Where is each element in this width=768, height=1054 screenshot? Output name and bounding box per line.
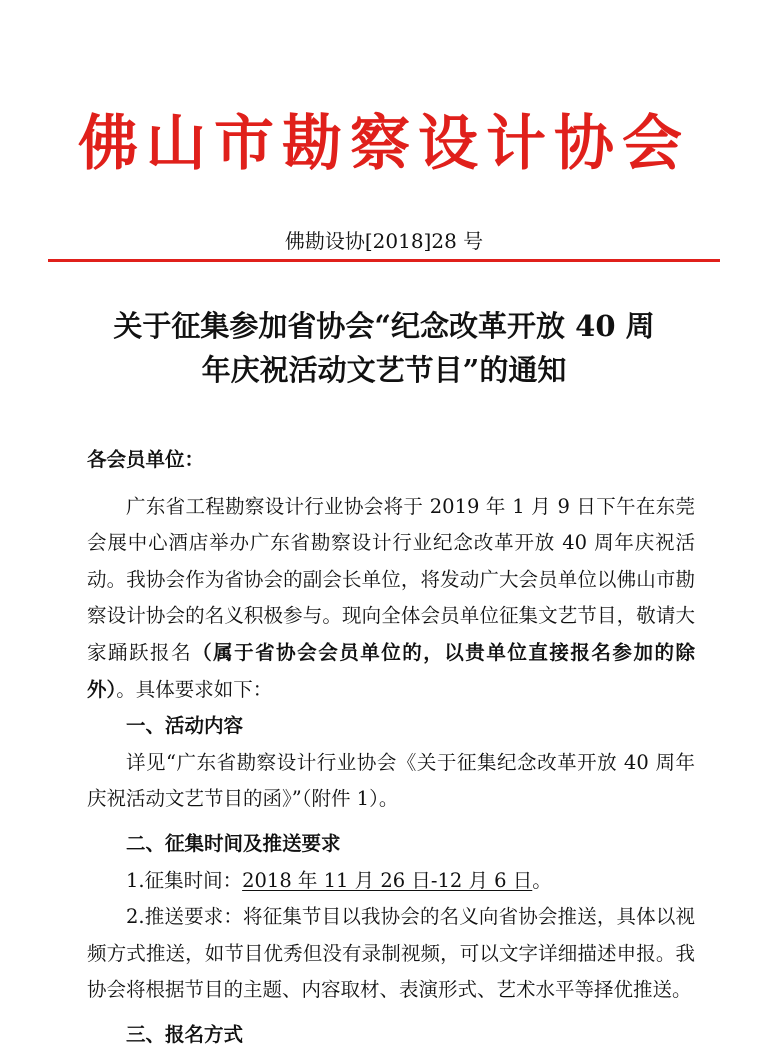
intro-bold-note: （属于省协会会员单位的，以贵单位直接报名参加的除外） (87, 640, 695, 701)
collection-time-end: 。 (532, 868, 552, 892)
red-rule-divider (48, 259, 720, 262)
collection-time-value: 2018 年 11 月 26 日-12 月 6 日 (242, 868, 533, 892)
title-line-2: 年庆祝活动文艺节目”的通知 (201, 353, 567, 387)
section-1-heading: 一、活动内容 (126, 714, 244, 738)
document-number: 佛勘设协[2018]28 号 (284, 229, 484, 253)
title-line-1: 关于征集参加省协会“纪念改革开放 40 周 (113, 309, 655, 343)
notice-title (60, 304, 708, 392)
section-3-heading: 三、报名方式 (126, 1022, 244, 1046)
section-1-text: 详见“广东省勘察设计行业协会《关于征集纪念改革开放 40 周年庆祝活动文艺节目的函》”（附件 1）。 (87, 750, 695, 811)
salutation: 各会员单位： (87, 448, 205, 471)
notice-body (87, 442, 695, 1054)
section-2-heading: 二、征集时间及推送要求 (126, 831, 341, 855)
intro-text: 广东省工程勘察设计行业协会将于 2019 年 1 月 9 日下午在东莞会展中心酒店举办广东省勘察设计行业纪念改革开放 40 周年庆祝活动。我协会作为省协会的副会长单位，将发动广大会员单位以佛山市勘察设计协会的名义积极参与。现向全体会员单位征集文艺节目，敬请大家踊跃报名 (87, 494, 695, 664)
section-2-item-2: 2.推送要求：将征集节目以我协会的名义向省协会推送，具体以视频方式推送，如节目优秀但没有录制视频，可以文字详细描述申报。我协会将根据节目的主题、内容取材、表演形式、艺术水平等择优推送。 (87, 905, 695, 1002)
section-2-item-1 (87, 863, 695, 900)
letterhead-title: 佛山市勘察设计协会 (78, 109, 690, 179)
collection-time-label: 1.征集时间： (126, 868, 243, 892)
intro-tail: 。具体要求如下： (116, 677, 273, 701)
intro-paragraph (87, 489, 695, 709)
